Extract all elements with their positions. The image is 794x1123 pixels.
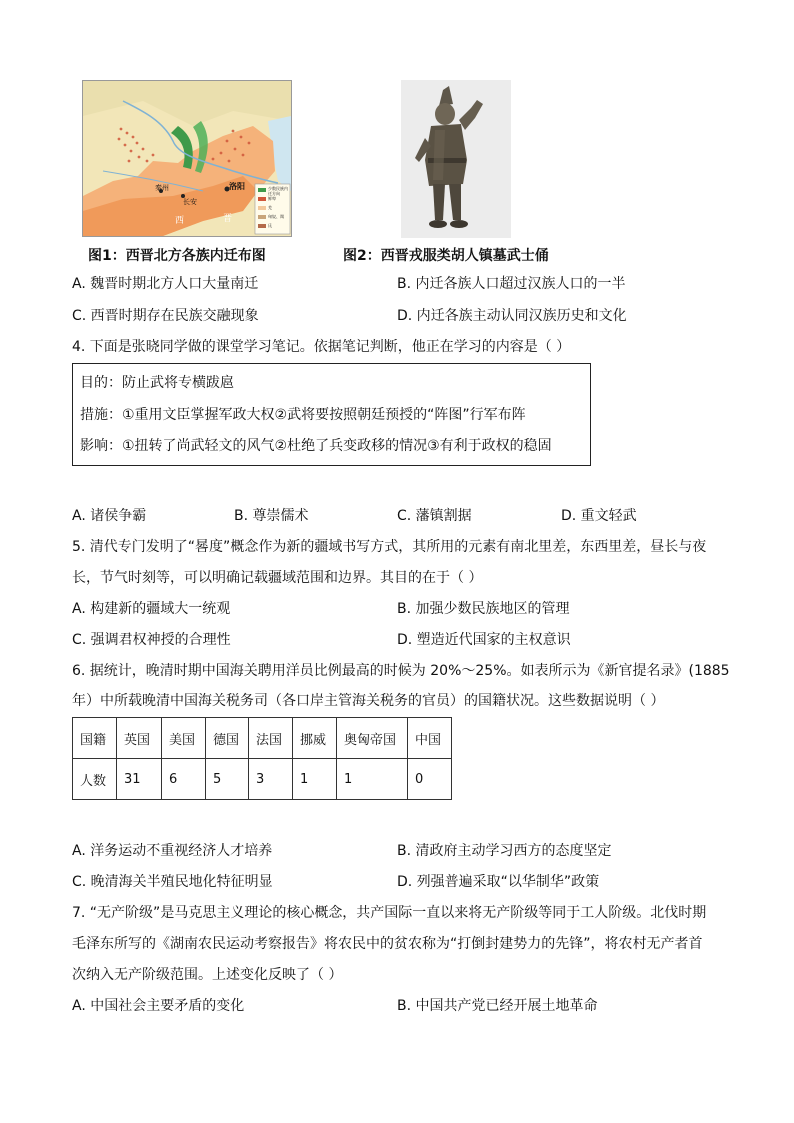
q7-stem-line1: 7. “无产阶级”是马克思主义理论的核心概念，共产国际一直以来将无产阶级等同于工人阶级。北伐时期 <box>72 905 707 921</box>
q4-option-d[interactable]: D. 重文轻武 <box>561 508 637 524</box>
table-cell: 1 <box>337 759 408 800</box>
migration-map-image <box>83 81 291 236</box>
q5-option-d[interactable]: D. 塑造近代国家的主权意识 <box>397 632 571 648</box>
table-cell: 3 <box>249 759 293 800</box>
table-row <box>73 759 452 800</box>
fig1-caption: 图1：西晋北方各族内迁布图 <box>88 248 266 264</box>
q5-option-a[interactable]: A. 构建新的疆域大一统观 <box>72 601 231 617</box>
fig2-caption: 图2：西晋戎服类胡人镇墓武士俑 <box>343 248 549 264</box>
q4-option-c[interactable]: C. 藩镇割据 <box>397 508 472 524</box>
q6-stem-line2: 年）中所载晚清中国海关税务司（各口岸主管海关税务的官员）的国籍状况。这些数据说明（ ） <box>72 693 665 709</box>
table-cell: 人数 <box>73 759 117 800</box>
table-cell: 英国 <box>117 718 162 759</box>
table-cell: 0 <box>408 759 452 800</box>
q5-option-c[interactable]: C. 强调君权神授的合理性 <box>72 632 231 648</box>
map-label-luoyang: 洛阳 <box>229 182 245 191</box>
note-impact: 影响：①扭转了尚武轻文的风气②杜绝了兵变政移的情况③有利于政权的稳固 <box>80 438 552 454</box>
q4-option-a[interactable]: A. 诸侯争霸 <box>72 508 147 524</box>
q4-stem: 4. 下面是张晓同学做的课堂学习笔记。依据笔记判断，他正在学习的内容是（ ） <box>72 339 571 355</box>
map-legend-1: 少数民族内迁方向 <box>268 186 288 196</box>
map-label-jin: 晋 <box>223 214 233 224</box>
table-cell: 奥匈帝国 <box>337 718 408 759</box>
table-cell: 1 <box>293 759 337 800</box>
map-legend-4: 匈奴、羯 <box>268 214 284 219</box>
table-cell: 挪威 <box>293 718 337 759</box>
map-legend-3: 羌 <box>268 205 272 210</box>
q3-option-c[interactable]: C. 西晋时期存在民族交融现象 <box>72 308 259 324</box>
table-cell: 5 <box>206 759 249 800</box>
q6-option-d[interactable]: D. 列强普遍采取“以华制华”政策 <box>397 874 600 890</box>
q6-option-b[interactable]: B. 清政府主动学习西方的态度坚定 <box>397 843 612 859</box>
nationality-table <box>72 717 452 800</box>
migration-map-figure <box>82 80 292 237</box>
map-label-qinzhou: 秦州 <box>155 184 169 192</box>
q7-option-a[interactable]: A. 中国社会主要矛盾的变化 <box>72 998 245 1014</box>
q4-note-box <box>72 363 591 466</box>
q6-option-c[interactable]: C. 晚清海关半殖民地化特征明显 <box>72 874 273 890</box>
table-cell: 6 <box>162 759 206 800</box>
table-cell: 德国 <box>206 718 249 759</box>
table-cell: 31 <box>117 759 162 800</box>
table-cell: 中国 <box>408 718 452 759</box>
q3-option-b[interactable]: B. 内迁各族人口超过汉族人口的一半 <box>397 276 626 292</box>
q7-stem-line3: 次纳入无产阶级范围。上述变化反映了（ ） <box>72 967 343 983</box>
q3-option-a[interactable]: A. 魏晋时期北方人口大量南迁 <box>72 276 259 292</box>
figurine-image <box>401 80 511 238</box>
q4-option-b[interactable]: B. 尊崇儒术 <box>234 508 309 524</box>
q3-option-d[interactable]: D. 内迁各族主动认同汉族历史和文化 <box>397 308 627 324</box>
q5-stem-line2: 长，节气时刻等，可以明确记载疆域范围和边界。其目的在于（ ） <box>72 570 483 586</box>
q6-option-a[interactable]: A. 洋务运动不重视经济人才培养 <box>72 843 273 859</box>
table-header-row <box>73 718 452 759</box>
map-legend-2: 鲜卑 <box>268 196 276 201</box>
table-cell: 美国 <box>162 718 206 759</box>
q7-option-b[interactable]: B. 中国共产党已经开展土地革命 <box>397 998 598 1014</box>
note-measures: 措施：①重用文臣掌握军政大权②武将要按照朝廷预授的“阵图”行军布阵 <box>80 407 526 423</box>
q6-stem-line1: 6. 据统计，晚清时期中国海关聘用洋员比例最高的时候为 20%～25%。如表所示为《新官提名录》(1885 <box>72 663 730 679</box>
table-cell: 国籍 <box>73 718 117 759</box>
map-label-changan: 长安 <box>183 198 197 206</box>
q7-stem-line2: 毛泽东所写的《湖南农民运动考察报告》将农民中的贫农称为“打倒封建势力的先锋”，将农村无产者首 <box>72 936 703 952</box>
table-cell: 法国 <box>249 718 293 759</box>
map-legend-5: 氐 <box>268 223 272 228</box>
map-label-xi: 西 <box>175 216 185 226</box>
q5-option-b[interactable]: B. 加强少数民族地区的管理 <box>397 601 570 617</box>
note-purpose: 目的：防止武将专横跋扈 <box>80 375 234 391</box>
warrior-figurine-photo <box>401 80 511 238</box>
q5-stem-line1: 5. 清代专门发明了“晷度”概念作为新的疆域书写方式，其所用的元素有南北里差，东西里差，昼长与夜 <box>72 539 707 555</box>
